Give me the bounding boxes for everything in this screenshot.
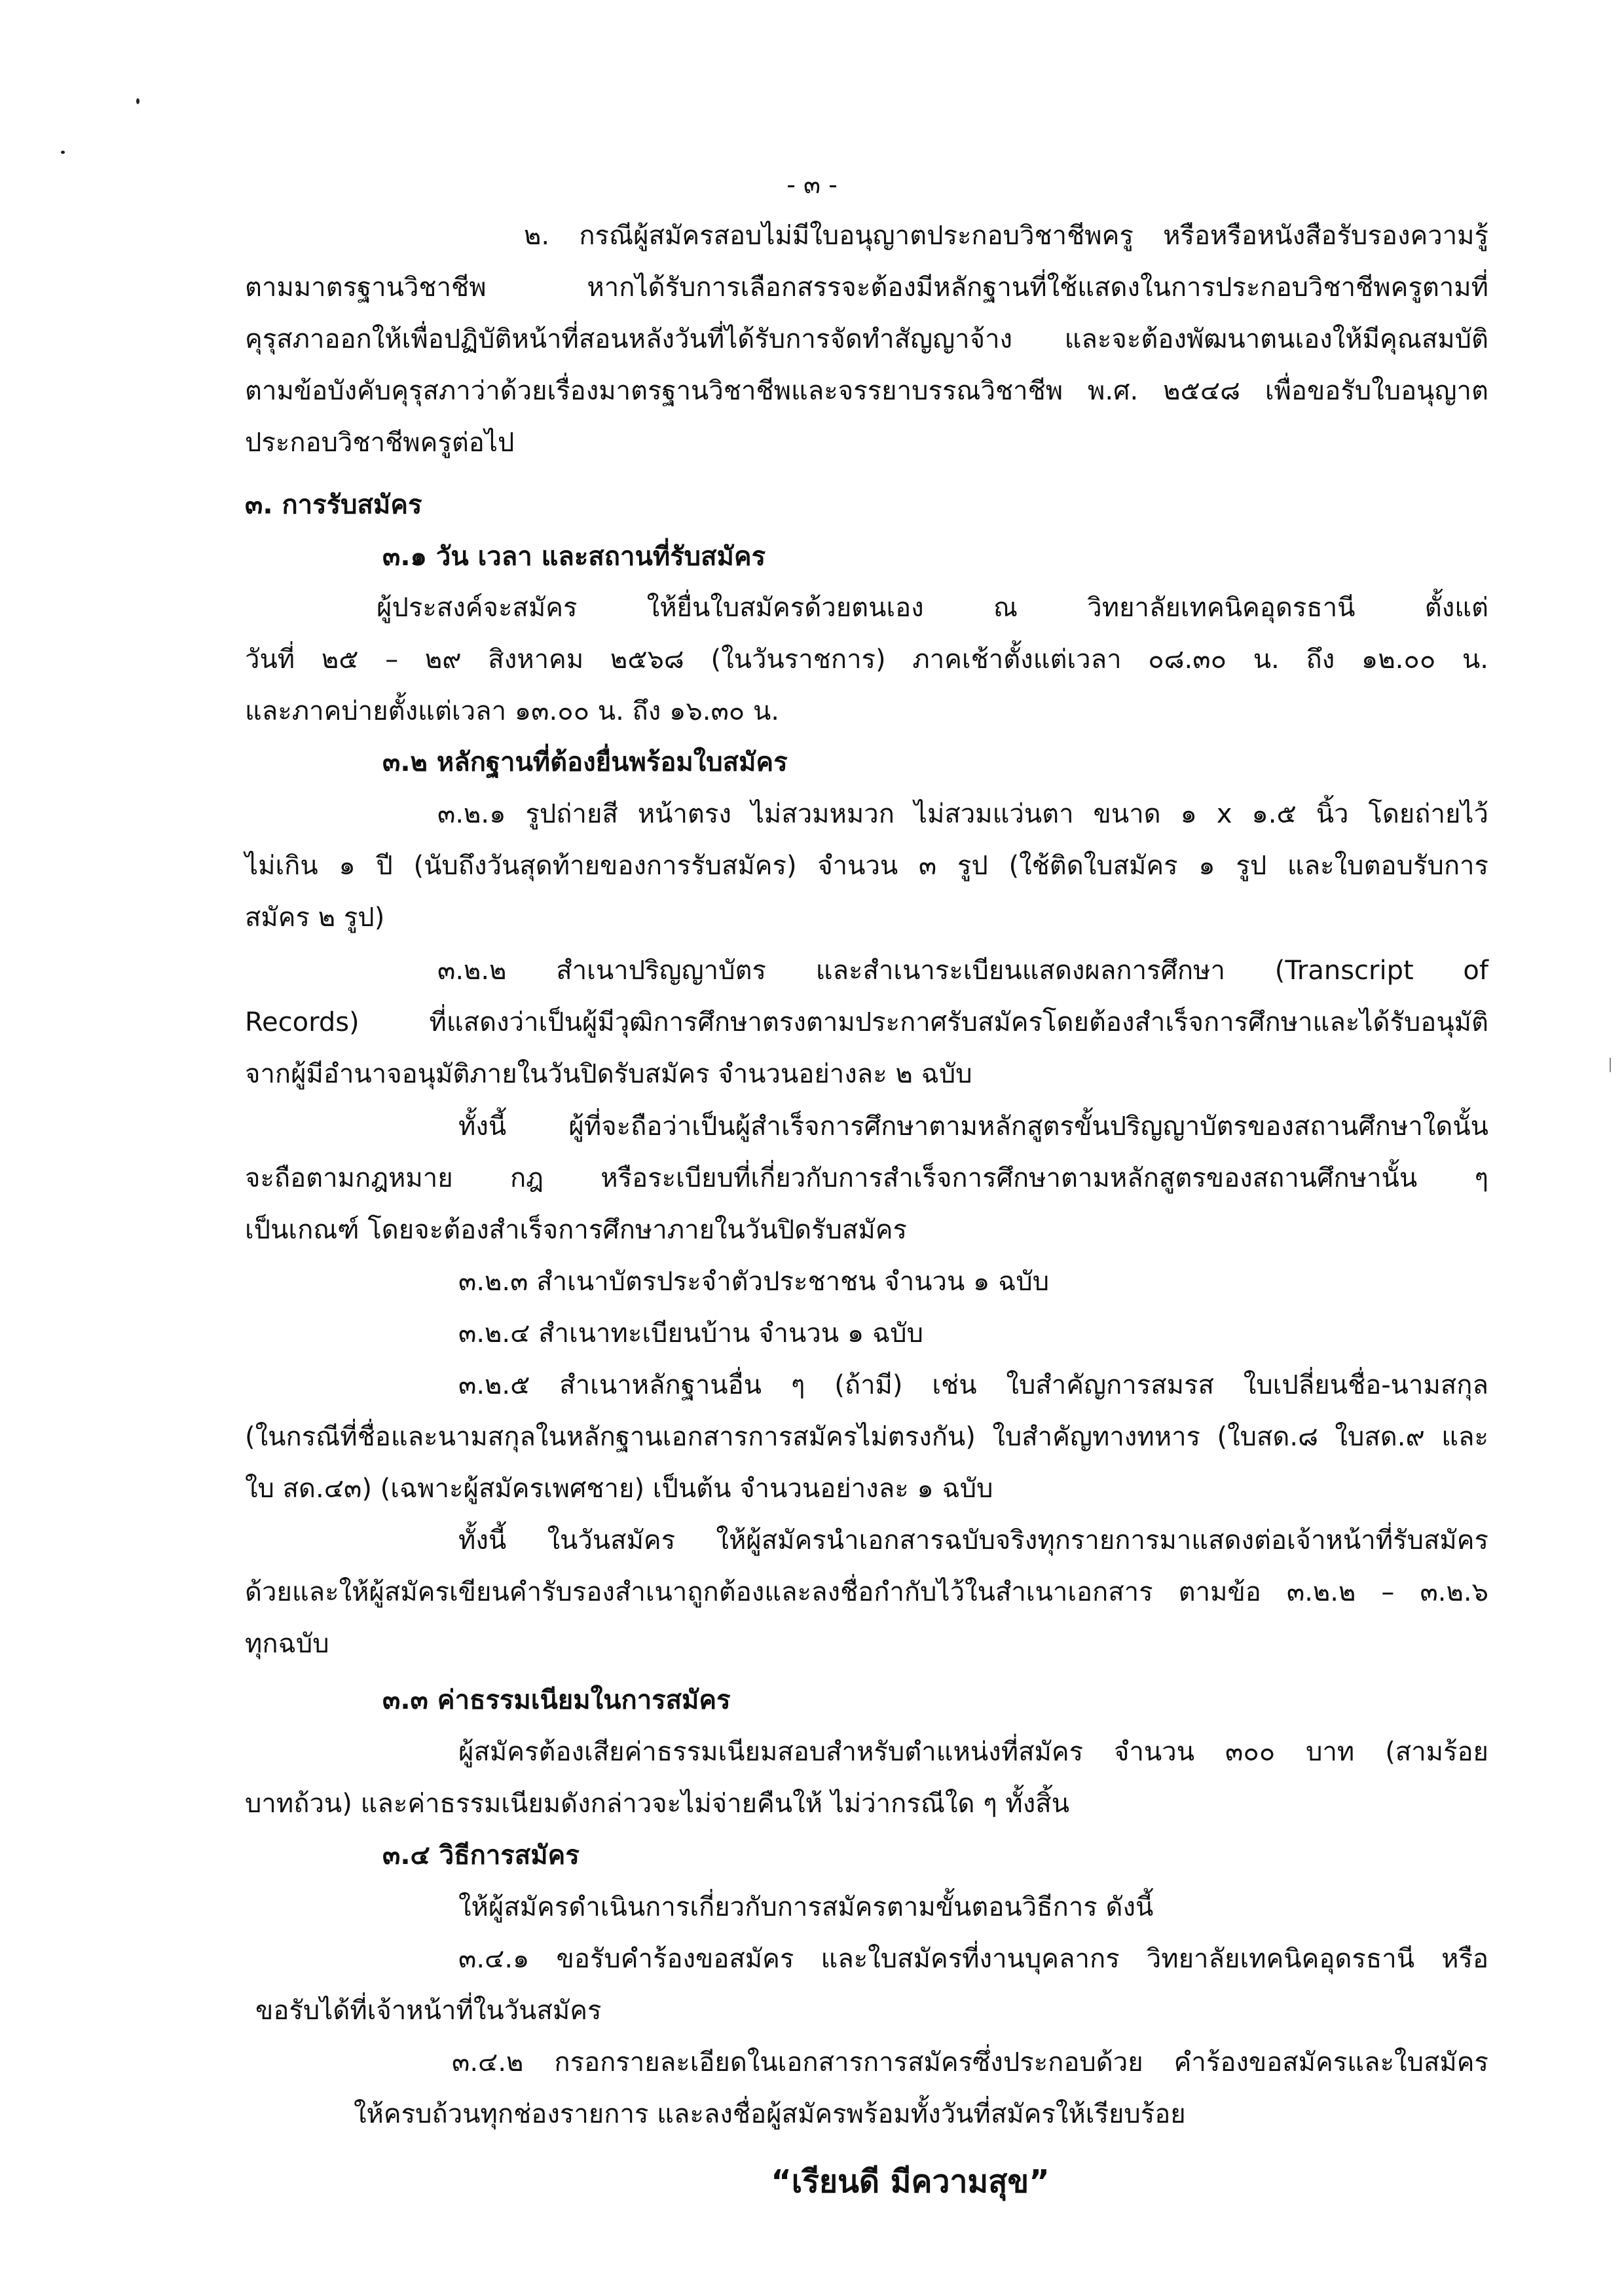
paragraph-line: ประกอบวิชาชีพครูต่อไป	[245, 428, 515, 458]
list-item-line: ไม่เกิน ๑ ปี (นับถึงวันสุดท้ายของการรับสมัคร) จำนวน ๓ รูป (ใช้ติดใบสมัคร ๑ รูป และใบตอบรับการ	[245, 851, 1489, 881]
scan-speck	[61, 151, 65, 154]
list-item-line: สมัคร ๒ รูป)	[245, 903, 385, 933]
list-item-line: ๓.๔.๒ กรอกรายละเอียดในเอกสารการสมัครซึ่งประกอบด้วย คำร้องขอสมัครและใบสมัคร	[452, 2047, 1488, 2078]
paragraph-line: ๒. กรณีผู้สมัครสอบไม่มีใบอนุญาตประกอบวิชาชีพครู หรือหรือหนังสือรับรองความรู้	[524, 221, 1488, 251]
note-line: จะถือตามกฎหมาย กฎ หรือระเบียบที่เกี่ยวกับการสำเร็จการศึกษาตามหลักสูตรของสถานศึกษานั้น ๆ	[245, 1163, 1488, 1193]
paragraph-line: บาทถ้วน) และค่าธรรมเนียมดังกล่าวจะไม่จ่ายคืนให้ ไม่ว่ากรณีใด ๆ ทั้งสิ้น	[245, 1789, 1070, 1819]
slogan: “เรียนดี มีความสุข”	[771, 2163, 1050, 2200]
list-item-line: ๓.๒.๔ สำเนาทะเบียนบ้าน จำนวน ๑ ฉบับ	[458, 1318, 923, 1349]
note-line: ทุกฉบับ	[245, 1629, 329, 1659]
section-heading: ๓. การรับสมัคร	[245, 490, 422, 520]
list-item-line: (ในกรณีที่ชื่อและนามสกุลในหลักฐานเอกสารการสมัครไม่ตรงกัน) ใบสำคัญทางทหาร (ใบสด.๘ ใบสด.๙ และ	[245, 1422, 1488, 1452]
subsection-heading: ๓.๓ ค่าธรรมเนียมในการสมัคร	[382, 1685, 731, 1715]
note-line: ทั้งนี้ ในวันสมัคร ให้ผู้สมัครนำเอกสารฉบับจริงทุกรายการมาแสดงต่อเจ้าหน้าที่รับสมัคร	[458, 1525, 1488, 1556]
paragraph-line: ตามข้อบังคับคุรุสภาว่าด้วยเรื่องมาตรฐานวิชาชีพและจรรยาบรรณวิชาชีพ พ.ศ. ๒๕๔๘ เพื่อขอรับใบอนุญาต	[245, 376, 1488, 406]
note-line: ด้วยและให้ผู้สมัครเขียนคำรับรองสำเนาถูกต้องและลงชื่อกำกับไว้ในสำเนาเอกสาร ตามข้อ ๓.๒.๒ – ๓.๒.๖	[245, 1577, 1488, 1607]
list-item-line: ให้ครบถ้วนทุกช่องรายการ และลงชื่อผู้สมัครพร้อมทั้งวันที่สมัครให้เรียบร้อย	[354, 2099, 1186, 2129]
scan-speck	[136, 98, 139, 104]
paragraph-line: วันที่ ๒๕ – ๒๙ สิงหาคม ๒๕๖๘ (ในวันราชการ) ภาคเช้าตั้งแต่เวลา ๐๘.๓๐ น. ถึง ๑๒.๐๐ น.	[245, 644, 1488, 675]
page-number: - ๓ -	[786, 170, 838, 199]
list-item-line: จากผู้มีอำนาจอนุมัติภายในวันปิดรับสมัคร จำนวนอย่างละ ๒ ฉบับ	[245, 1059, 972, 1089]
subsection-heading: ๓.๒ หลักฐานที่ต้องยื่นพร้อมใบสมัคร	[382, 747, 788, 777]
list-item-line: ขอรับได้ที่เจ้าหน้าที่ในวันสมัคร	[255, 1996, 602, 2026]
list-item-line: ๓.๒.๓ สำเนาบัตรประจำตัวประชาชน จำนวน ๑ ฉบับ	[458, 1267, 1050, 1297]
paragraph-line: ให้ผู้สมัครดำเนินการเกี่ยวกับการสมัครตามขั้นตอนวิธีการ ดังนี้	[458, 1892, 1154, 1922]
paragraph-line: ตามมาตรฐานวิชาชีพ หากได้รับการเลือกสรรจะต้องมีหลักฐานที่ใช้แสดงในการประกอบวิชาชีพครูตามที่	[245, 272, 1488, 303]
list-item-line: ๓.๒.๑ รูปถ่ายสี หน้าตรง ไม่สวมหมวก ไม่สวมแว่นตา ขนาด ๑ x ๑.๕ นิ้ว โดยถ่ายไว้	[437, 799, 1488, 829]
subsection-heading: ๓.๑ วัน เวลา และสถานที่รับสมัคร	[382, 542, 766, 572]
scan-mark	[1610, 1058, 1611, 1072]
list-item-line: ใบ สด.๔๓) (เฉพาะผู้สมัครเพศชาย) เป็นต้น จำนวนอย่างละ ๑ ฉบับ	[245, 1474, 993, 1504]
paragraph-line: ผู้ประสงค์จะสมัคร ให้ยื่นใบสมัครด้วยตนเอง ณ วิทยาลัยเทคนิคอุดรธานี ตั้งแต่	[377, 593, 1488, 623]
list-item-line: ๓.๒.๒ สำเนาปริญญาบัตร และสำเนาระเบียนแสดงผลการศึกษา (Transcript of	[437, 956, 1488, 986]
note-line: เป็นเกณฑ์ โดยจะต้องสำเร็จการศึกษาภายในวันปิดรับสมัคร	[245, 1215, 907, 1245]
note-line: ทั้งนี้ ผู้ที่จะถือว่าเป็นผู้สำเร็จการศึกษาตามหลักสูตรขั้นปริญญาบัตรของสถานศึกษาใดนั้น	[458, 1111, 1488, 1142]
paragraph-line: ผู้สมัครต้องเสียค่าธรรมเนียมสอบสำหรับตำแหน่งที่สมัคร จำนวน ๓๐๐ บาท (สามร้อย	[458, 1737, 1488, 1767]
subsection-heading: ๓.๔ วิธีการสมัคร	[382, 1840, 580, 1871]
list-item-line: ๓.๔.๑ ขอรับคำร้องขอสมัคร และใบสมัครที่งานบุคลากร วิทยาลัยเทคนิคอุดรธานี หรือ	[458, 1944, 1488, 1974]
list-item-line: ๓.๒.๕ สำเนาหลักฐานอื่น ๆ (ถ้ามี) เช่น ใบสำคัญการสมรส ใบเปลี่ยนชื่อ-นามสกุล	[458, 1370, 1488, 1400]
list-item-line: Records) ที่แสดงว่าเป็นผู้มีวุฒิการศึกษาตรงตามประกาศรับสมัครโดยต้องสำเร็จการศึกษาและได้รับอนุมัติ	[245, 1007, 1488, 1037]
paragraph-line: คุรุสภาออกให้เพื่อปฏิบัติหน้าที่สอนหลังวันที่ได้รับการจัดทำสัญญาจ้าง และจะต้องพัฒนาตนเองให้มีคุณสมบัติ	[245, 324, 1488, 354]
paragraph-line: และภาคบ่ายตั้งแต่เวลา ๑๓.๐๐ น. ถึง ๑๖.๓๐ น.	[245, 696, 779, 726]
